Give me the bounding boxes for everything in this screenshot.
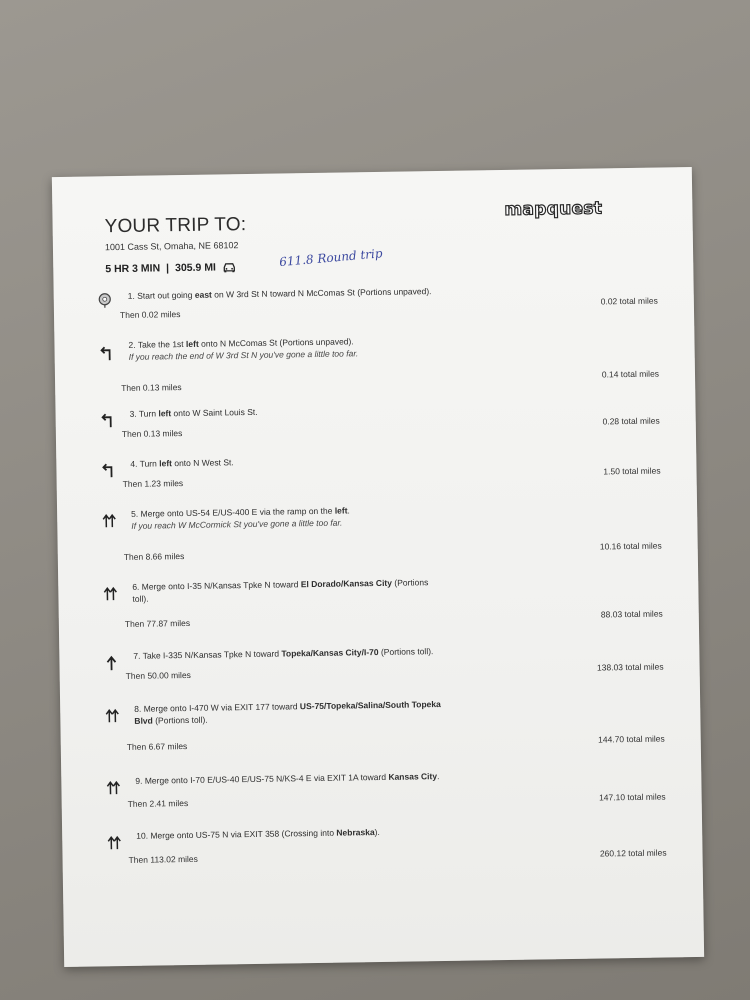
- turn-left-icon: [100, 462, 116, 478]
- step-distance: Then 1.23 miles: [122, 478, 184, 489]
- trip-distance: 305.9 MI: [174, 261, 217, 275]
- step-distance: Then 0.13 miles: [121, 428, 183, 440]
- direction-step: [98, 331, 660, 394]
- direction-step: [101, 500, 662, 562]
- step-instruction: 2. Take the 1st left onto N McComas St (Portions unpaved). If you reach the end of W 3rd St N you've gone a little too far.: [128, 336, 359, 362]
- step-instruction: 1. Start out going east on W 3rd St N toward N McComas St (Portions unpaved).: [127, 286, 432, 301]
- step-total-distance: 260.12 total miles: [599, 847, 667, 859]
- step-instruction: 10. Merge onto US-75 N via EXIT 358 (Crossing into Nebraska).: [136, 827, 380, 841]
- turn-left-icon: [98, 345, 114, 361]
- destination-address: 1001 Cass St, Omaha, NE 68102: [104, 240, 239, 253]
- step-distance: Then 113.02 miles: [128, 853, 198, 865]
- direction-step: [105, 767, 666, 809]
- step-distance: Then 0.02 miles: [119, 309, 181, 321]
- trip-summary: [105, 261, 236, 275]
- step-instruction: 9. Merge onto I-70 E/US-40 E/US-75 N/KS-4 E via EXIT 1A toward Kansas City.: [135, 771, 440, 786]
- step-total-distance: 1.50 total miles: [603, 465, 661, 477]
- step-total-distance: 88.03 total miles: [600, 608, 663, 620]
- merge-icon: [104, 707, 120, 723]
- summary-separator: |: [166, 262, 170, 275]
- step-instruction: 3. Turn left onto W Saint Louis St.: [129, 406, 258, 419]
- step-distance: Then 77.87 miles: [124, 617, 191, 629]
- step-total-distance: 0.02 total miles: [600, 295, 658, 307]
- step-total-distance: 147.10 total miles: [598, 791, 666, 803]
- start-pin-icon: [98, 292, 114, 308]
- page-title: YOUR TRIP TO:: [104, 214, 247, 238]
- step-distance: Then 8.66 miles: [123, 551, 185, 562]
- direction-step: [100, 450, 661, 489]
- step-warning: If you reach the end of W 3rd St N you've gone a little too far.: [128, 348, 359, 362]
- step-distance: Then 0.13 miles: [121, 382, 182, 394]
- merge-icon: [102, 585, 118, 601]
- direction-step: [106, 822, 667, 865]
- direction-step: [104, 695, 665, 752]
- step-total-distance: 138.03 total miles: [596, 661, 664, 673]
- step-distance: Then 2.41 miles: [127, 798, 189, 809]
- direction-step: [103, 642, 664, 681]
- step-instruction: 6. Merge onto I-35 N/Kansas Tpke N toward El Dorado/Kansas City (Portions toll).: [132, 577, 429, 604]
- turn-left-icon: [100, 412, 116, 428]
- straight-arrow-icon: [103, 655, 119, 671]
- step-total-distance: 10.16 total miles: [599, 540, 662, 552]
- step-distance: Then 50.00 miles: [125, 669, 191, 681]
- step-total-distance: 0.28 total miles: [602, 415, 660, 427]
- directions-page: [52, 167, 704, 967]
- step-instruction: 8. Merge onto I-470 W via EXIT 177 toward US-75/Topeka/Salina/South Topeka Blvd (Portions toll).: [134, 699, 441, 726]
- step-distance: Then 6.67 miles: [126, 741, 188, 752]
- step-instruction: 5. Merge onto US-54 E/US-400 E via the ramp on the left. If you reach W McCormick St you've gone a little too far.: [131, 505, 350, 531]
- merge-icon: [105, 779, 121, 795]
- direction-step: [98, 282, 658, 321]
- trip-duration: 5 HR 3 MIN: [105, 262, 161, 276]
- step-total-distance: 144.70 total miles: [598, 733, 665, 745]
- step-warning: If you reach W McCormick St you've gone a little too far.: [131, 517, 343, 531]
- step-instruction: 4. Turn left onto N West St.: [130, 457, 234, 469]
- step-total-distance: 0.14 total miles: [601, 368, 660, 380]
- handwritten-note: 611.8 Round trip: [278, 246, 384, 270]
- direction-step: [99, 400, 660, 440]
- mapquest-logo: mapquest: [504, 198, 603, 220]
- merge-icon: [106, 834, 122, 850]
- car-icon: [222, 262, 236, 272]
- direction-step: [102, 573, 663, 629]
- merge-icon: [101, 512, 117, 528]
- step-instruction: 7. Take I-335 N/Kansas Tpke N toward Topeka/Kansas City/I-70 (Portions toll).: [133, 646, 434, 661]
